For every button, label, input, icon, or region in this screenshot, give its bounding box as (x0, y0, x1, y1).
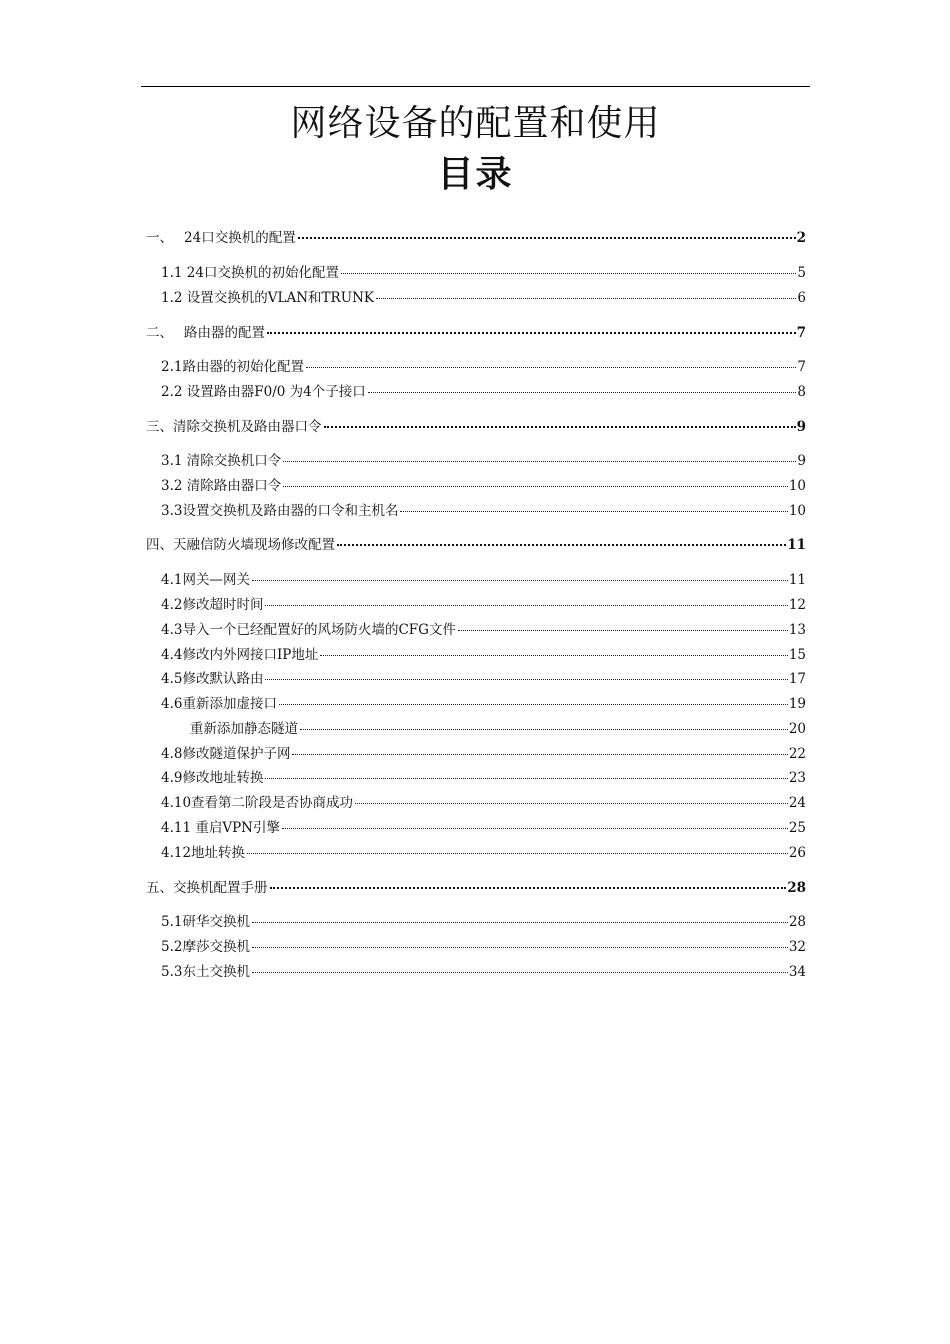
toc-entry-label: 5.1研华交换机 (161, 914, 250, 930)
toc-page-number: 10 (788, 478, 806, 494)
toc-section-entry[interactable] (161, 744, 806, 764)
toc-section-entry[interactable] (161, 912, 806, 932)
toc-dot-leader (376, 298, 796, 299)
toc-dot-leader (283, 461, 796, 462)
toc-page-number: 22 (788, 746, 806, 762)
toc-page-number: 17 (788, 671, 806, 687)
toc-page-number: 28 (787, 880, 806, 896)
toc-page-number: 34 (788, 964, 806, 980)
toc-page-number: 6 (797, 290, 806, 306)
toc-dot-leader (252, 922, 788, 923)
toc-chapter-entry[interactable] (146, 228, 806, 248)
toc-page-number: 19 (788, 696, 806, 712)
toc-section-entry[interactable] (161, 669, 806, 689)
toc-dot-leader (265, 605, 787, 606)
toc-dot-leader (300, 729, 788, 730)
toc-entry-label: 3.1 清除交换机口令 (161, 453, 282, 469)
toc-entry-label: 4.12地址转换 (161, 845, 246, 861)
toc-section-entry[interactable] (161, 382, 806, 402)
toc-page-number: 25 (788, 820, 806, 836)
toc-entry-label: 4.9修改地址转换 (161, 770, 264, 786)
toc-section-entry[interactable] (161, 645, 806, 665)
toc-dot-leader (458, 630, 788, 631)
toc-dot-leader (400, 511, 787, 512)
toc-entry-label: 4.11 重启VPN引擎 (161, 820, 280, 836)
toc-page-number: 32 (788, 939, 806, 955)
toc-dot-leader (368, 392, 797, 393)
toc-entry-label: 4.6重新添加虚接口 (161, 696, 277, 712)
toc-section-entry[interactable] (161, 595, 806, 615)
toc-chapter-entry[interactable] (146, 535, 806, 555)
toc-dot-leader (292, 754, 787, 755)
toc-dot-leader (252, 580, 788, 581)
document-title: 网络设备的配置和使用 (290, 103, 661, 144)
toc-dot-leader (298, 237, 796, 239)
toc-dot-leader (283, 486, 788, 487)
toc-entry-label: 4.10查看第二阶段是否协商成功 (161, 795, 354, 811)
toc-dot-leader (279, 704, 788, 705)
toc-heading: 目录 (437, 153, 514, 195)
toc-entry-label: 1.1 24口交换机的初始化配置 (161, 265, 339, 281)
toc-entry-label: 一、 24口交换机的配置 (146, 230, 296, 246)
toc-section-entry[interactable] (161, 501, 806, 521)
toc-chapter-entry[interactable] (146, 417, 806, 437)
toc-dot-leader (282, 828, 788, 829)
toc-entry-label: 2.2 设置路由器F0/0 为4个子接口 (161, 384, 366, 400)
toc-dot-leader (324, 426, 796, 428)
toc-section-entry[interactable] (161, 962, 806, 982)
toc-entry-label: 4.4修改内外网接口IP地址 (161, 647, 319, 663)
toc-section-entry[interactable] (161, 476, 806, 496)
toc-entry-label: 四、天融信防火墙现场修改配置 (146, 537, 335, 553)
toc-page-number: 2 (796, 230, 806, 246)
toc-section-entry[interactable] (161, 451, 806, 471)
toc-entry-label: 4.5修改默认路由 (161, 671, 264, 687)
toc-dot-leader (270, 887, 787, 889)
toc-dot-leader (265, 778, 787, 779)
toc-dot-leader (252, 947, 788, 948)
toc-page-number: 9 (796, 419, 806, 435)
toc-entry-label: 5.2摩莎交换机 (161, 939, 250, 955)
toc-section-entry[interactable] (161, 570, 806, 590)
toc-section-entry[interactable] (161, 620, 806, 640)
toc-entry-label: 3.2 清除路由器口令 (161, 478, 282, 494)
toc-section-entry[interactable] (161, 937, 806, 957)
toc-dot-leader (320, 655, 787, 656)
toc-page-number: 8 (797, 384, 806, 400)
toc-section-entry[interactable] (161, 768, 806, 788)
toc-page-number: 10 (788, 503, 806, 519)
toc-page-number: 23 (788, 770, 806, 786)
toc-section-entry[interactable] (161, 843, 806, 863)
toc-page-number: 11 (788, 572, 806, 588)
toc-section-entry[interactable] (161, 263, 806, 283)
toc-page-number: 28 (788, 914, 806, 930)
toc-page-number: 5 (797, 265, 806, 281)
toc-entry-label: 4.2修改超时时间 (161, 597, 264, 613)
toc-entry-label: 2.1路由器的初始化配置 (161, 359, 304, 375)
toc-page-number: 12 (788, 597, 806, 613)
toc-entry-label: 重新添加静态隧道 (190, 721, 298, 737)
toc-page-number: 11 (787, 537, 806, 553)
toc-dot-leader (355, 803, 788, 804)
toc-entry-label: 4.1网关—网关 (161, 572, 250, 588)
toc-dot-leader (247, 853, 788, 854)
toc-page-number: 9 (797, 453, 806, 469)
toc-section-entry[interactable] (161, 357, 806, 377)
toc-chapter-entry[interactable] (146, 878, 806, 898)
toc-section-entry[interactable] (161, 818, 806, 838)
toc-section-entry[interactable] (161, 694, 806, 714)
toc-page-number: 15 (788, 647, 806, 663)
toc-chapter-entry[interactable] (146, 323, 806, 343)
toc-entry-label: 5.3东土交换机 (161, 964, 250, 980)
toc-page-number: 20 (788, 721, 806, 737)
toc-page-number: 7 (796, 325, 806, 341)
toc-entry-label: 3.3设置交换机及路由器的口令和主机名 (161, 503, 399, 519)
toc-entry-label: 五、交换机配置手册 (146, 880, 268, 896)
toc-section-entry[interactable] (190, 719, 806, 739)
toc-dot-leader (306, 367, 796, 368)
toc-dot-leader (252, 972, 788, 973)
toc-page-number: 24 (788, 795, 806, 811)
toc-entry-label: 二、 路由器的配置 (146, 325, 266, 341)
toc-dot-leader (265, 679, 787, 680)
toc-entry-label: 三、清除交换机及路由器口令 (146, 419, 322, 435)
toc-dot-leader (337, 544, 786, 546)
toc-entry-label: 4.3导入一个已经配置好的风场防火墙的CFG文件 (161, 622, 456, 638)
toc-section-entry[interactable] (161, 288, 806, 308)
toc-section-entry[interactable] (161, 793, 806, 813)
toc-dot-leader (341, 273, 796, 274)
toc-entry-label: 1.2 设置交换机的VLAN和TRUNK (161, 290, 374, 306)
toc-page-number: 13 (788, 622, 806, 638)
toc-page-number: 7 (797, 359, 806, 375)
toc-entry-label: 4.8修改隧道保护子网 (161, 746, 291, 762)
toc-page-number: 26 (788, 845, 806, 861)
toc-dot-leader (267, 332, 796, 334)
